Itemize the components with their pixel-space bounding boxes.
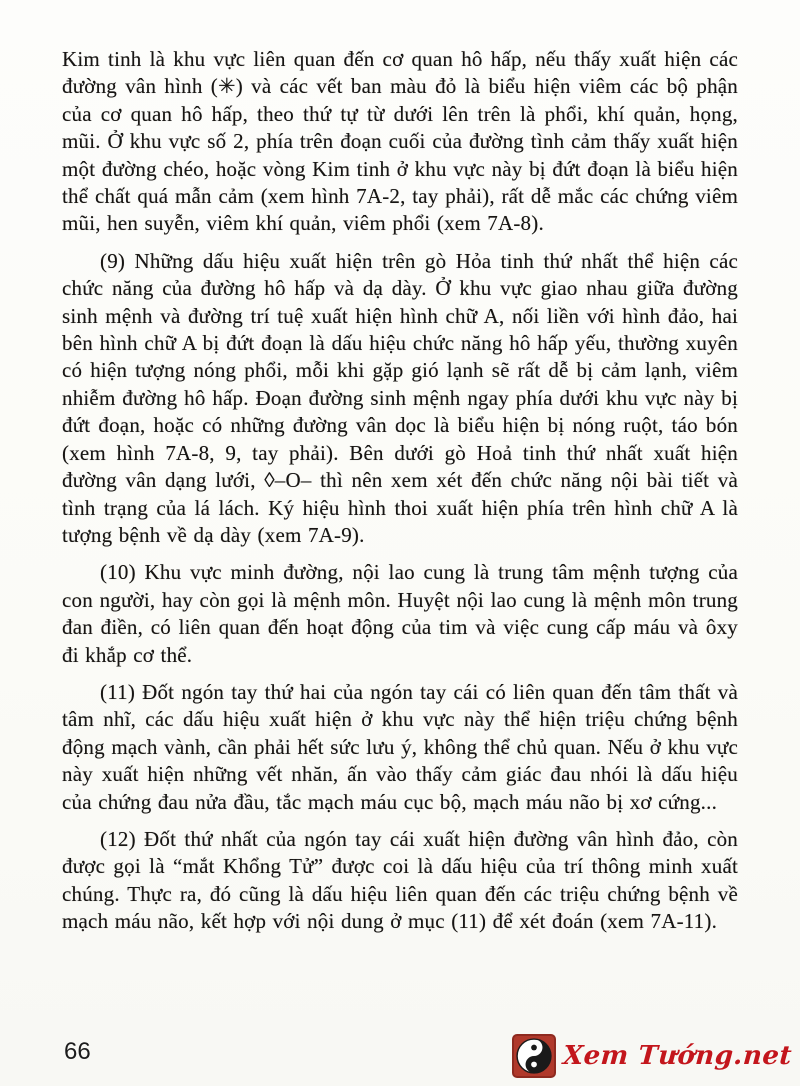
paragraph: Kim tinh là khu vực liên quan đến cơ quan hô hấp, nếu thấy xuất hiện các đường vân hình (✳) và các vết ban màu đỏ là biểu hiện viêm các bộ phận của cơ quan hô hấp, theo thứ tự từ dưới lên trên là phổi, khí quản, họng, mũi. Ở khu vực số 2, phía trên đoạn cuối của đường tình cảm thấy xuất hiện một đường chéo, hoặc vòng Kim tinh ở khu vực này bị đứt đoạn là biểu hiện thể chất quá mẫn cảm (xem hình 7A-2, tay phải), rất dễ mắc các chứng viêm mũi, hen suyễn, viêm khí quản, viêm phổi (xem 7A-8). <box>62 47 738 236</box>
paragraph: (9) Những dấu hiệu xuất hiện trên gò Hỏa tinh thứ nhất thể hiện các chức năng của đường hô hấp và dạ dày. Ở khu vực giao nhau giữa đường sinh mệnh và đường trí tuệ xuất hiện hình chữ A, nối liền với hình đảo, hai bên hình chữ A bị đứt đoạn là dấu hiệu chức năng hô hấp yếu, thường xuyên có hiện tượng nóng phổi, mỗi khi gặp gió lạnh sẽ rất dễ bị cảm lạnh, viêm nhiễm đường hô hấp. Đoạn đường sinh mệnh ngay phía dưới khu vực này bị đứt đoạn, hoặc có những đường vân dọc là biểu hiện bị nóng ruột, táo bón (xem hình 7A-8, 9, tay phải). Bên dưới gò Hoả tinh thứ nhất xuất hiện đường vân dạng lưới, ◊–O– thì nên xem xét đến chức năng nội bài tiết và tình trạng của lá lách. Ký hiệu hình thoi xuất hiện phía trên hình chữ A là tượng bệnh về dạ dày (xem 7A-9). <box>62 248 738 547</box>
page-number: 66 <box>64 1038 91 1065</box>
paragraph: (12) Đốt thứ nhất của ngón tay cái xuất hiện đường vân hình đảo, còn được gọi là “mắt Khổng Tử” được coi là dấu hiệu của trí thông minh xuất chúng. Thực ra, đó cũng là dấu hiệu liên quan đến các triệu chứng bệnh về mạch máu não, kết hợp với nội dung ở mục (11) để xét đoán (xem 7A-11). <box>62 826 738 934</box>
paragraph: (11) Đốt ngón tay thứ hai của ngón tay cái có liên quan đến tâm thất và tâm nhĩ, các dấu hiệu xuất hiện ở khu vực này thể hiện triệu chứng bệnh động mạch vành, cần phải hết sức lưu ý, không thể chủ quan. Nếu ở khu vực này xuất hiện những vết nhăn, ấn vào thấy cảm giác đau nhói là dấu hiệu của chứng đau nửa đầu, tắc mạch máu cục bộ, mạch máu não bị xơ cứng... <box>62 679 738 814</box>
logo-text: Xem Tướng.net <box>561 1041 794 1071</box>
body-text <box>62 46 738 946</box>
xemtuong-watermark-logo <box>512 1034 792 1078</box>
paragraph: (10) Khu vực minh đường, nội lao cung là trung tâm mệnh tượng của con người, hay còn gọi là mệnh môn. Huyệt nội lao cung là mệnh môn trung đan điền, có liên quan đến hoạt động của tim và việc cung cấp máu và ôxy đi khắp cơ thể. <box>62 560 738 667</box>
yin-yang-icon <box>512 1034 556 1078</box>
